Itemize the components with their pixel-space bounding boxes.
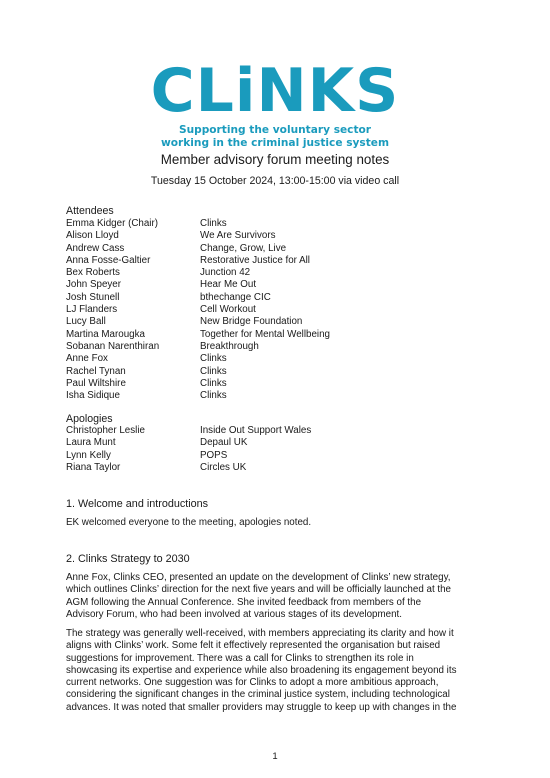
paragraph-line: current networks. One suggestion was for Clinks to adopt a more ambitious approach, <box>66 677 439 689</box>
table-row <box>66 390 486 402</box>
paragraph-line: advances. It was noted that smaller providers may struggle to keep up with changes in the <box>66 701 457 713</box>
page-title: Member advisory forum meeting notes <box>160 152 390 167</box>
organisation-name: Clinks <box>200 390 227 402</box>
table-row <box>66 243 486 255</box>
section-1-text <box>66 517 484 529</box>
table-row <box>66 462 486 474</box>
organisation-name: Clinks <box>200 353 227 365</box>
person-name: Lucy Ball <box>66 316 106 328</box>
table-row <box>66 279 486 291</box>
table-row <box>66 437 486 449</box>
organisation-name: New Bridge Foundation <box>200 316 303 328</box>
organisation-name: Junction 42 <box>200 267 251 279</box>
person-name: LJ Flanders <box>66 304 118 316</box>
apologies-list <box>66 425 486 474</box>
logo-wordmark: CLiNKS <box>150 56 400 126</box>
person-name: Martina Marougka <box>66 328 145 340</box>
table-row <box>66 255 486 267</box>
attendees-heading: Attendees <box>66 205 114 217</box>
paragraph-line: aligns with Clinks’ work. Some felt it effectively represented the organisation but raised <box>66 640 441 652</box>
logo-tagline-1: Supporting the voluntary sector <box>178 124 372 136</box>
person-name: Rachel Tynan <box>66 365 126 377</box>
apologies-heading: Apologies <box>66 413 113 425</box>
table-row <box>66 267 486 279</box>
organisation-name: bthechange CIC <box>200 291 271 303</box>
logo-tagline-2: working in the criminal justice system <box>160 137 390 149</box>
person-name: John Speyer <box>66 279 122 291</box>
table-row <box>66 316 486 328</box>
table-row <box>66 230 486 242</box>
person-name: Riana Taylor <box>66 461 121 473</box>
person-name: Alison Lloyd <box>66 230 119 242</box>
person-name: Andrew Cass <box>66 242 125 254</box>
person-name: Christopher Leslie <box>66 425 145 436</box>
paragraph-line: showcasing its expertise and experience while also broadening its engagement beyond its <box>66 664 457 676</box>
table-row <box>66 378 486 390</box>
table-row <box>66 341 486 353</box>
person-name: Paul Wiltshire <box>66 377 126 389</box>
person-name: Sobanan Narenthiran <box>66 340 160 352</box>
section-2-heading: 2. Clinks Strategy to 2030 <box>66 553 190 565</box>
person-name: Anna Fosse-Galtier <box>66 254 151 266</box>
paragraph-line: Anne Fox, Clinks CEO, presented an update on the development of Clinks’ new strategy, <box>66 572 451 583</box>
paragraph-line: Advisory Forum, who had been involved at various stages of its development. <box>66 608 402 620</box>
person-name: Lynn Kelly <box>66 449 111 461</box>
table-row <box>66 329 486 341</box>
person-name: Bex Roberts <box>66 267 120 279</box>
person-name: Emma Kidger (Chair) <box>66 218 159 229</box>
attendees-list <box>66 218 486 402</box>
page-number: 1 <box>272 751 278 762</box>
organisation-name: Restorative Justice for All <box>200 254 310 266</box>
organisation-name: Inside Out Support Wales <box>200 425 312 436</box>
person-name: Isha Sidique <box>66 390 120 402</box>
organisation-name: Clinks <box>200 377 227 389</box>
paragraph-line: which outlines Clinks’ direction for the next five years and will be officially launched at the <box>66 584 452 596</box>
table-row <box>66 450 486 462</box>
section-2-paragraph-1 <box>66 572 484 621</box>
table-row <box>66 304 486 316</box>
organisation-name: Circles UK <box>200 461 247 473</box>
table-row <box>66 218 486 230</box>
organisation-name: POPS <box>200 449 228 461</box>
organisation-name: Breakthrough <box>200 340 259 352</box>
person-name: Josh Stunell <box>66 291 120 303</box>
organisation-name: Hear Me Out <box>200 279 257 291</box>
person-name: Anne Fox <box>66 353 108 365</box>
table-row <box>66 353 486 365</box>
organisation-name: Together for Mental Wellbeing <box>200 328 330 340</box>
section-1-heading: 1. Welcome and introductions <box>66 498 209 510</box>
table-row <box>66 366 486 378</box>
person-name: Laura Munt <box>66 437 116 449</box>
paragraph-line: considering the significant changes in the criminal justice system, including technological <box>66 689 450 701</box>
organisation-name: Change, Grow, Live <box>200 242 287 254</box>
organisation-name: Clinks <box>200 365 227 377</box>
paragraph-line: EK welcomed everyone to the meeting, apologies noted. <box>66 517 312 528</box>
clinks-logo <box>0 56 550 150</box>
organisation-name: We Are Survivors <box>200 230 276 242</box>
table-row <box>66 425 486 437</box>
section-2-paragraph-2 <box>66 628 484 714</box>
paragraph-line: suggestions for improvement. There was a call for Clinks to strengthen its role in <box>66 652 414 664</box>
table-row <box>66 292 486 304</box>
organisation-name: Cell Workout <box>200 304 256 316</box>
organisation-name: Clinks <box>200 218 227 229</box>
organisation-name: Depaul UK <box>200 437 248 449</box>
paragraph-line: AGM following the Annual Conference. She invited feedback from members of the <box>66 596 422 608</box>
paragraph-line: The strategy was generally well-received, with members appreciating its clarity and how it <box>66 628 454 639</box>
meeting-date: Tuesday 15 October 2024, 13:00-15:00 via video call <box>150 175 400 187</box>
